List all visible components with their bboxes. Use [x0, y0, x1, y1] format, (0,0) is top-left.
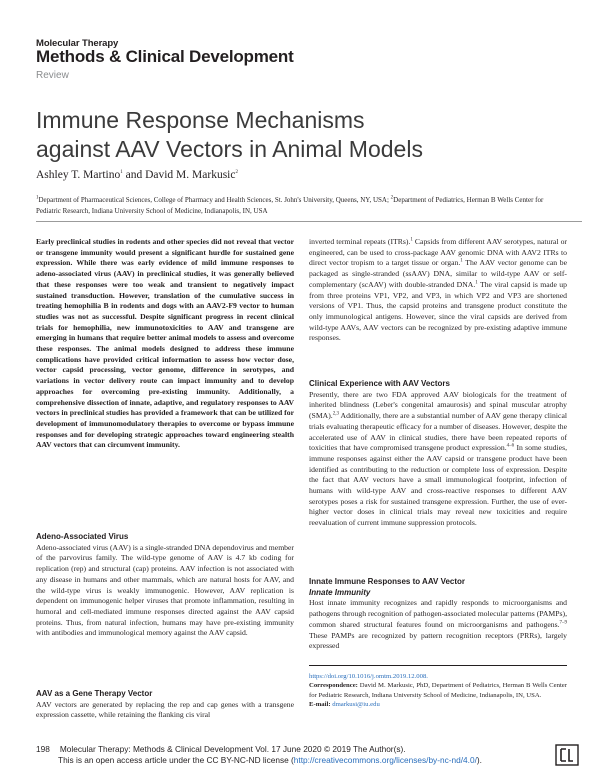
abstract-text: Early preclinical studies in rodents and other species did not reveal that vector or transgene immunity would present a significant hurdle for sustained gene expression. While there was early evidence of mild immune responses to adeno-associated virus (AAV) in preclinical studies, it was generally believed that these responses were too weak and transient to negatively impact sustained transduction. However, translation of the cumulative success in treating hemophilia B in rodents and dogs with an AAV2-F9 vector to human studies was not as successful. Despite significant progress in recent clinical trials for hemophilia, new immunotoxicities to AAV and transgene are emerging in humans that require better animal models to assess and overcome these responses. The animal models designed to address these immune complications have provided critical information to assess how vector dose, vector capsid processing, vector genome, difference in serotypes, and variations in vector delivery route can impact immunity and to develop approaches for overcoming pre-existing immunity. Additionally, a comprehensive dissection of innate, adaptive, and regulatory responses to AAV vectors in preclinical studies has provided a framework that can be utilized for development of immunomodulatory therapies to overcome or bypass immune responses and for developing strategic approaches toward engineering stealth AAV vectors that can circumvent immunity.: [36, 237, 294, 450]
affiliation-1: Department of Pharmaceutical Sciences, College of Pharmacy and Health Sciences, St. John's University, Queens, NY, USA;: [38, 196, 391, 204]
correspondence-text: David M. Markusic, PhD, Department of Pediatrics, Herman B Wells Center for Pediatric Research, Indiana University School of Medicine, Indianapolis, IN, USA.: [309, 682, 567, 699]
license-link[interactable]: http://creativecommons.org/licenses/by-nc-nd/4.0/: [293, 754, 477, 765]
citation: 7–9: [559, 620, 567, 626]
citation: 1: [460, 258, 463, 264]
section-aav-text: Adeno-associated virus (AAV) is a single-stranded DNA dependovirus and member of the parvovirus family. The wild-type genome of AAV is 4.7 kb coding for replication (rep) and structural (cap) proteins. AAV infection is not associated with any disease in humans and other mammals, which are natural hosts for AAV, and the wild-type virus is weakly immunogenic. However, AAV replication is dependent on immunogenic helper viruses that promote inflammation, resulting in humoral and cell-mediated immune responses directed against the AAV capsid proteins. Thus, from natural infection, humans may have pre-existing immunity with antibodies and immunological memory against the AAV capsid.: [36, 542, 294, 638]
footer-citation: Molecular Therapy: Methods & Clinical Development Vol. 17 June 2020 © 2019 The Author(s).: [59, 744, 406, 754]
citation: 2,3: [332, 411, 339, 417]
section-heading-clinical: Clinical Experience with AAV Vectors: [309, 379, 450, 388]
citation: 1: [475, 280, 478, 286]
cell-press-logo-icon: [554, 743, 580, 767]
title-line-1: Immune Response Mechanisms: [36, 107, 365, 133]
citation: 1: [410, 237, 413, 243]
correspondence-label: Correspondence:: [309, 682, 358, 690]
author-1: Ashley T. Martino: [36, 169, 121, 181]
author-2-affil-marker: 2: [235, 170, 238, 176]
footer-license-text: This is an open access article under the CC BY-NC-ND license (: [58, 754, 294, 765]
affiliation-2: Department of Pediatrics, Herman B Wells Center for Pediatric Research, Indiana University School of Medicine, Indianapolis, IN, USA: [36, 196, 544, 215]
section-vector-text: AAV vectors are generated by replacing the rep and cap genes with a transgene expression cassette, while retaining the flanking cis viral: [36, 699, 294, 720]
footnote-divider: [309, 665, 567, 666]
affil-marker-1: 1: [36, 195, 39, 201]
footnotes: [309, 672, 567, 710]
journal-name-small: Molecular Therapy: [36, 38, 119, 49]
clinical-text-3: In some studies, immune responses against either the AAV capsid or transgene product have been identified as contributing to the reduction or complete loss of expression. Despite the fact that AAV vectors have a small immunological footprint, infection of humans with wild-type AAV and cross-reactive responses to different AAV serotypes poses a risk for sustained transgene expression. Further, the use of ever-higher vector doses in clinical trials may reveal new toxicities and require reevaluation of current immune suppression protocols.: [309, 443, 567, 528]
section-innate: [309, 577, 567, 652]
title-line-2: against AAV Vectors in Animal Models: [36, 136, 423, 162]
vector-continued-text-1: inverted terminal repeats (ITRs).: [309, 237, 411, 246]
section-aav: [36, 532, 294, 639]
journal-name-large: Methods & Clinical Development: [36, 47, 294, 66]
page-footer: [36, 744, 576, 765]
section-heading-vector: AAV as a Gene Therapy Vector: [36, 689, 153, 698]
vector-continued-text-4: The viral capsid is made up from three proteins VP1, VP2, and VP3, in which VP2 and VP3 are shortened versions of VP1. Thus, the capsid proteins and transgene product constitute the only immunological antigens. However, since the viral capsids are derived from wild-type AAVs, AAV vectors can be recognized by pre-existing adaptive immune responses.: [309, 279, 567, 343]
section-heading-innate: Innate Immune Responses to AAV Vector: [309, 577, 466, 586]
section-vector-continued: [309, 237, 567, 344]
affiliations: [36, 195, 566, 217]
section-clinical: [309, 379, 567, 529]
page-number: 198: [36, 744, 50, 754]
authors-conjunction: and: [122, 169, 146, 181]
email-link[interactable]: dmarkusi@iu.edu: [330, 701, 380, 709]
doi-link[interactable]: https://doi.org/10.1016/j.omtm.2019.12.008.: [309, 673, 428, 680]
citation: 4–6: [506, 443, 515, 449]
clinical-text-1: Presently, there are two FDA approved AAV biologicals for the treatment of inherited blindness (Leber's congenital amaurosis) and spinal muscular atrophy (SMA).: [309, 389, 567, 421]
innate-text-1: Host innate immunity recognizes and rapidly responds to microorganisms and pathogens through recognition of pathogen-associated molecular patterns (PAMPs), common shared structural features found on microorganisms and pathogens.: [309, 598, 567, 629]
subsection-heading-innate-immunity: Innate Immunity: [309, 587, 371, 597]
abstract: [36, 237, 294, 451]
vector-continued-text-2: Capsids from different AAV serotypes, natural or engineered, can be used to cross-package AAV genomic DNA with AAV2 ITRs to direct vector tropism to a target tissue or organ.: [309, 237, 567, 268]
article-title: [36, 106, 556, 164]
author-2: David M. Markusic: [145, 169, 236, 181]
section-heading-aav: Adeno-Associated Virus: [36, 532, 129, 541]
footer-license-close: ).: [476, 754, 482, 765]
section-vector: [36, 689, 294, 721]
authors: [36, 169, 238, 181]
innate-text-2: These PAMPs are recognized by pattern recognition receptors (PRRs), largely expressed: [309, 630, 567, 651]
header-divider: [36, 221, 582, 222]
author-1-affil-marker: 1: [120, 170, 123, 176]
article-type: Review: [36, 70, 69, 81]
affil-marker-2: 2: [390, 195, 394, 201]
vector-continued-text-3: The AAV vector genome can be packaged as single-stranded (ssAAV) DNA, similar to wild-type AAV or self-complementary (scAAV) with double-stranded DNA.: [309, 258, 567, 289]
clinical-text-2: Additionally, there are a substantial number of AAV gene therapy clinical trials evaluating therapeutic efficacy for a number of diseases. However, despite the accelerated use of AAV in clinical studies, there have been repeated reports of toxicities that have compromised transgene product expression.: [309, 411, 567, 453]
email-label: E-mail:: [309, 701, 331, 709]
